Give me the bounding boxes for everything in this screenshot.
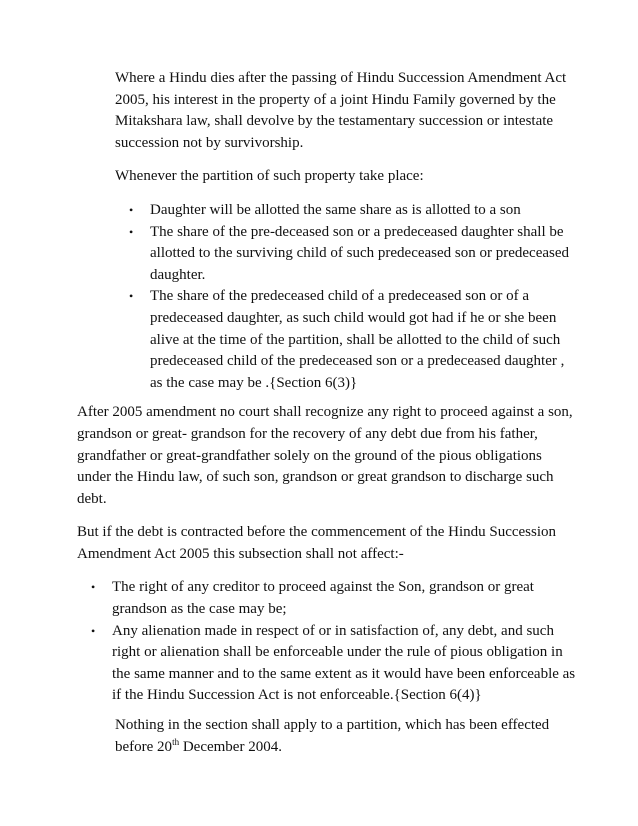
paragraph-devolution: Where a Hindu dies after the passing of Hindu Succession Amendment Act 2005, his interest in the property of a joint Hindu Family governed by the Mitakshara law, shall devolve by the testamentary succession or intestate succession not by survivorship. [115,70,567,151]
cutoff-text: Nothing in the section shall apply to a partition, which has been effected before 20 [115,717,550,755]
paragraph-partition-cutoff [115,715,576,758]
bullet-icon: • [129,202,134,217]
paragraph-pious-obligation: After 2005 amendment no court shall recognize any right to proceed against a son, grandson or great- grandson for the recovery of any debt due from his father, grandfather or great-grandfather solely on the ground of the pious obligations under the Hindu law, of such son, grandson or great grandson to discharge such debt. [77,404,573,507]
paragraph-partition-intro: Whenever the partition of such property take place: [115,168,424,185]
paragraph-debt-exception: But if the debt is contracted before the commencement of the Hindu Succession Amendment Act 2005 this subsection shall not affect:- [77,524,557,562]
list-item-text: The share of the pre-deceased son or a predeceased daughter shall be allotted to the surviving child of such predeceased son or predeceased daughter. [150,223,570,283]
list-item-text: The share of the predeceased child of a predeceased son or of a predeceased daughter, as such child would got had if he or she been alive at the time of the partition, shall be allotted to the child of such predeceased child of the predeceased son or a predeceased daughter , as the case may be .{Section 6(3)} [150,288,565,391]
list-item-text: The right of any creditor to proceed against the Son, grandson or great grandson as the case may be; [112,579,534,618]
list-item [115,200,576,222]
debt-exception-list [77,577,576,707]
list-item [115,222,576,287]
list-item [77,621,576,707]
partition-share-list [115,200,576,394]
bullet-icon: • [91,580,96,595]
bullet-icon: • [129,224,134,239]
list-item-text: Daughter will be allotted the same share as is allotted to a son [150,201,521,218]
list-item-text: Any alienation made in respect of or in satisfaction of, any debt, and such right or alienation shall be enforceable under the rule of pious obligation in the same manner and to the same extent as it would have been enforceable as if the Hindu Succession Act is not enforceable.{Section 6(4)} [112,622,576,704]
bullet-icon: • [129,289,134,304]
list-item [115,286,576,394]
bullet-icon: • [91,623,96,638]
cutoff-date-text: December 2004. [179,738,282,755]
ordinal-suffix: th [172,736,180,747]
list-item [77,577,576,620]
